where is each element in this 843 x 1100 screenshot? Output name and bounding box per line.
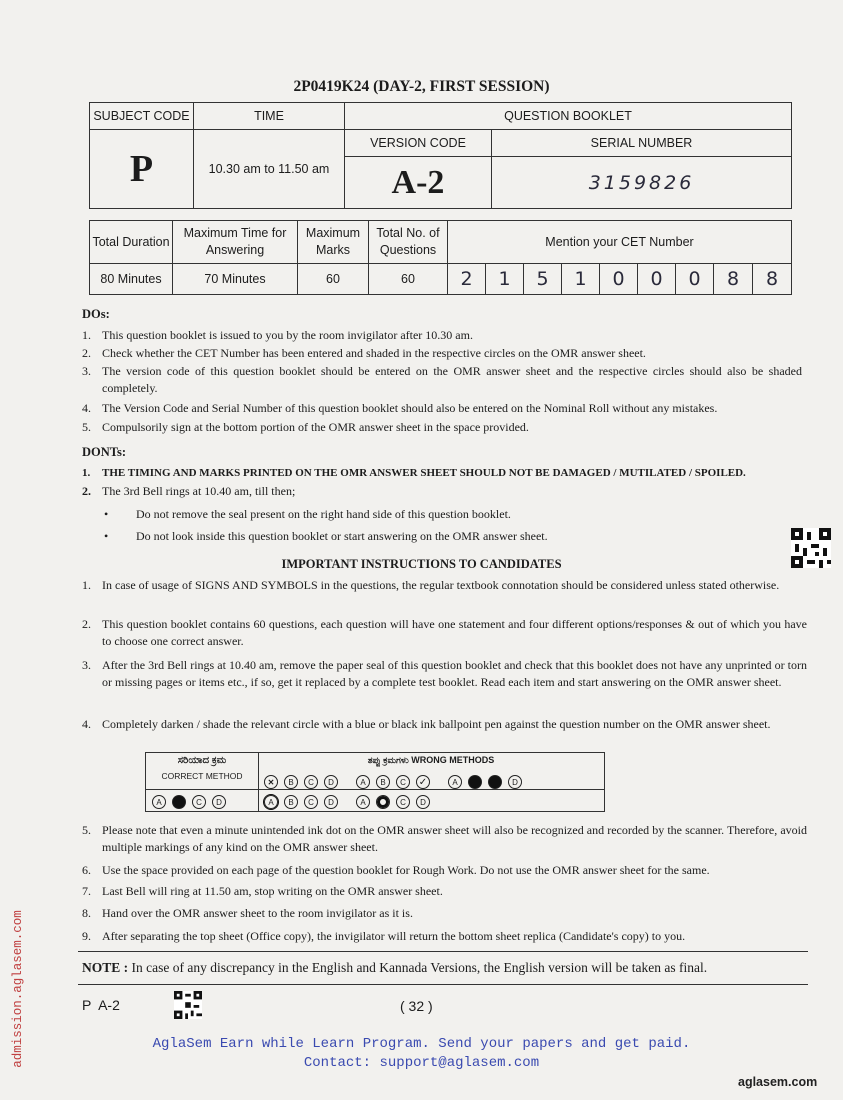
correct-method-bubbles xyxy=(152,793,232,811)
bubble: C xyxy=(304,775,318,789)
correct-method-label: CORRECT METHOD xyxy=(161,771,243,781)
wrong-method-bubbles-row-1 xyxy=(264,773,528,791)
footer-version: P A-2 xyxy=(82,997,120,1013)
item-number: 1. xyxy=(82,467,91,479)
bubble: B xyxy=(376,775,390,789)
bubble: C xyxy=(396,775,410,789)
bubble-half-filled xyxy=(376,795,390,809)
wrong-methods-header xyxy=(258,755,604,766)
serial-number-cell xyxy=(491,156,792,209)
bullet-text: Do not remove the seal present on the right hand side of this question booklet. xyxy=(136,507,511,521)
max-marks-label: Maximum Marks xyxy=(297,220,369,264)
item-number: 1. xyxy=(82,578,91,592)
item-number: 5. xyxy=(82,420,91,434)
total-questions-label: Total No. of Questions xyxy=(368,220,448,264)
bullet-icon: • xyxy=(104,507,109,521)
item-number: 6. xyxy=(82,863,91,877)
item-text: In case of usage of SIGNS AND SYMBOLS in the questions, the regular textbook connotation should be considered unless stated otherwise. xyxy=(102,578,780,592)
bubble: A xyxy=(448,775,462,789)
bubble: B xyxy=(284,775,298,789)
total-duration-label: Total Duration xyxy=(89,220,173,264)
item-number: 8. xyxy=(82,906,91,920)
total-questions-value: 60 xyxy=(368,263,448,295)
bubble-ticked-icon: ✓ xyxy=(416,775,430,789)
divider xyxy=(78,951,808,952)
item-text: Hand over the OMR answer sheet to the room invigilator as it is. xyxy=(102,906,413,920)
note-label: NOTE : xyxy=(82,960,129,975)
item-number: 2. xyxy=(82,484,91,498)
subject-code-value: P xyxy=(89,129,194,209)
page-number: ( 32 ) xyxy=(400,998,433,1014)
item-text: After separating the top sheet (Office copy), the invigilator will return the bottom sheet replica (Candidate's copy) to you. xyxy=(102,929,686,943)
item-text: Check whether the CET Number has been entered and shaded in the respective circles on the OMR answer sheet. xyxy=(102,346,646,360)
bubble: C xyxy=(304,795,318,809)
item-text: This question booklet contains 60 questions, each question will have one statement and four different options/responses & out of which you have to choose one correct answer. xyxy=(102,617,807,648)
item-number: 9. xyxy=(82,929,91,943)
bullet-icon: • xyxy=(104,529,109,543)
item-number: 2. xyxy=(82,617,91,631)
item-text: Compulsorily sign at the bottom portion of the OMR answer sheet in the space provided. xyxy=(102,420,529,434)
bubble: A xyxy=(152,795,166,809)
bubble-crossed-icon: ✕ xyxy=(264,775,278,789)
item-number: 4. xyxy=(82,401,91,415)
bubble: D xyxy=(324,795,338,809)
item-number: 3. xyxy=(82,658,91,672)
item-text: The Version Code and Serial Number of this question booklet should also be entered on the Nominal Roll without any mistakes. xyxy=(102,401,718,415)
bubble: A xyxy=(356,795,370,809)
cet-digit: 0 xyxy=(599,263,638,295)
promo-line-2: Contact: support@aglasem.com xyxy=(303,1055,540,1071)
bubble: C xyxy=(396,795,410,809)
item-text: After the 3rd Bell rings at 10.40 am, remove the paper seal of this question booklet and check that this booklet does not have any unprinted or torn or missing pages or items etc., if so, get it replaced by a complete test booklet. Read each item and start answering on the OMR answer sheet. xyxy=(102,658,807,689)
cet-digit: 8 xyxy=(752,263,792,295)
bubble: D xyxy=(324,775,338,789)
cet-digit: 1 xyxy=(561,263,600,295)
divider xyxy=(78,984,808,985)
item-text: Completely darken / shade the relevant circle with a blue or black ink ballpoint pen against the question number on the OMR answer sheet. xyxy=(102,717,771,731)
item-text: The version code of this question booklet should be entered on the OMR answer sheet and the respective circles should also be shaded completely. xyxy=(102,364,802,395)
time-value: 10.30 am to 11.50 am xyxy=(193,129,345,209)
item-text: Use the space provided on each page of the question booklet for Rough Work. Do not use the OMR answer sheet for the same. xyxy=(102,863,710,877)
page-title: 2P0419K24 (DAY-2, FIRST SESSION) xyxy=(293,78,550,95)
bubble-filled xyxy=(488,775,502,789)
bubble-circled: A xyxy=(264,795,278,809)
omr-methods-box xyxy=(145,752,605,812)
subject-code-label: SUBJECT CODE xyxy=(89,102,194,130)
brand-label: aglasem.com xyxy=(738,1075,818,1089)
max-marks-value: 60 xyxy=(297,263,369,295)
donts-heading: DONTs: xyxy=(82,445,126,459)
bubble: C xyxy=(192,795,206,809)
cet-digit: 0 xyxy=(675,263,714,295)
version-code-label: VERSION CODE xyxy=(344,129,492,157)
bullet-text: Do not look inside this question booklet or start answering on the OMR answer sheet. xyxy=(136,529,548,543)
item-number: 3. xyxy=(82,364,91,378)
bubble: B xyxy=(284,795,298,809)
bubble: D xyxy=(212,795,226,809)
side-watermark: admission.aglasem.com xyxy=(11,910,25,1068)
footer-qr-code-icon xyxy=(174,991,202,1019)
bubble: D xyxy=(508,775,522,789)
item-number: 5. xyxy=(82,823,91,837)
cet-number-label: Mention your CET Number xyxy=(447,220,792,264)
item-text: Please note that even a minute unintended ink dot on the OMR answer sheet will also be recognized and recorded by the scanner. Therefore, avoid multiple markings of any kind on the OMR answer sheet. xyxy=(102,823,807,854)
cet-digit: 2 xyxy=(447,263,486,295)
note xyxy=(82,959,807,977)
bubble-filled xyxy=(172,795,186,809)
wrong-methods-label: WRONG METHODS xyxy=(411,755,495,765)
item-text: THE TIMING AND MARKS PRINTED ON THE OMR ANSWER SHEET SHOULD NOT BE DAMAGED / MUTILATED / SPOILED. xyxy=(102,467,746,479)
bubble: D xyxy=(416,795,430,809)
wrong-methods-kannada: ತಪ್ಪು ಕ್ರಮಗಳು xyxy=(367,755,409,765)
item-number: 2. xyxy=(82,346,91,360)
cet-digit: 8 xyxy=(713,263,753,295)
bubble-filled xyxy=(468,775,482,789)
max-time-value: 70 Minutes xyxy=(172,263,298,295)
cet-digit-row xyxy=(447,263,792,295)
item-number: 4. xyxy=(82,717,91,731)
item-text: Last Bell will ring at 11.50 am, stop writing on the OMR answer sheet. xyxy=(102,884,443,898)
version-code-value: A-2 xyxy=(344,156,492,209)
item-number: 1. xyxy=(82,328,91,342)
total-duration-value: 80 Minutes xyxy=(89,263,173,295)
correct-method-kannada: ಸರಿಯಾದ ಕ್ರಮ xyxy=(177,755,227,766)
serial-number-label: SERIAL NUMBER xyxy=(491,129,792,157)
cet-digit: 1 xyxy=(485,263,524,295)
time-label: TIME xyxy=(193,102,345,130)
dos-heading: DOs: xyxy=(82,307,110,321)
question-booklet-label: QUESTION BOOKLET xyxy=(344,102,792,130)
wrong-method-bubbles-row-2 xyxy=(264,793,436,811)
bubble: A xyxy=(356,775,370,789)
item-text: This question booklet is issued to you by the room invigilator after 10.30 am. xyxy=(102,328,473,342)
promo-line-1: AglaSem Earn while Learn Program. Send your papers and get paid. xyxy=(152,1036,691,1052)
max-time-label: Maximum Time for Answering xyxy=(172,220,298,264)
item-number: 7. xyxy=(82,884,91,898)
cet-digit: 5 xyxy=(523,263,562,295)
important-heading: IMPORTANT INSTRUCTIONS TO CANDIDATES xyxy=(281,557,562,571)
serial-number-value: 3159826 xyxy=(588,171,695,194)
cet-digit: 0 xyxy=(637,263,676,295)
item-text: The 3rd Bell rings at 10.40 am, till then; xyxy=(102,484,296,498)
note-text: In case of any discrepancy in the English and Kannada Versions, the English version will be taken as final. xyxy=(131,960,708,975)
